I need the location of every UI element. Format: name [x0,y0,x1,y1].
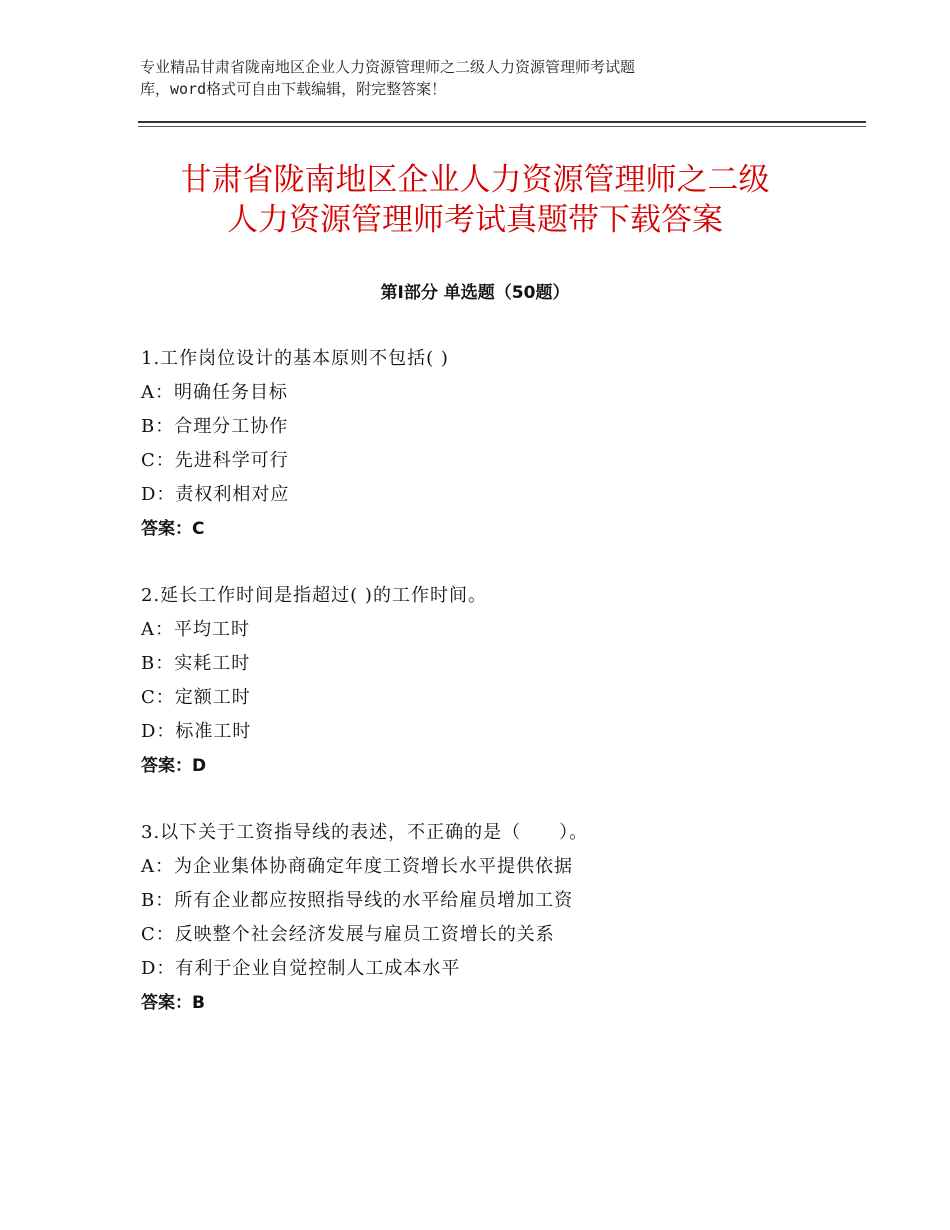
option-d: D：有利于企业自觉控制人工成本水平 [141,958,461,979]
document-title [100,160,850,240]
header-divider [138,126,866,127]
section-title: 第Ⅰ部分 单选题（50题） [380,283,570,303]
option-c: C：先进科学可行 [141,450,289,471]
header-divider [138,121,866,123]
option-b: B：所有企业都应按照指导线的水平给雇员增加工资 [141,890,574,911]
question-stem: 3.以下关于工资指导线的表述，不正确的是（ ）。 [141,822,589,843]
option-d: D：责权利相对应 [141,484,290,505]
header-note-line: 库，word格式可自由下载编辑，附完整答案！ [140,80,447,98]
question-item [141,579,861,783]
question-stem: 2.延长工作时间是指超过( )的工作时间。 [141,585,487,606]
header-note-line: 专业精品甘肃省陇南地区企业人力资源管理师之二级人力资源管理师考试题 [140,58,636,76]
title-line: 甘肃省陇南地区企业人力资源管理师之二级 [180,162,770,198]
question-item [141,816,861,1020]
option-a: A：明确任务目标 [141,382,288,403]
option-b: B：合理分工协作 [141,416,289,437]
header-note [140,56,780,100]
option-a: A：为企业集体协商确定年度工资增长水平提供依据 [141,856,573,877]
title-line: 人力资源管理师考试真题带下载答案 [227,202,723,238]
option-c: C：定额工时 [141,687,251,708]
answer-label: 答案：C [141,519,205,539]
option-d: D：标准工时 [141,721,252,742]
question-list [141,342,861,1053]
question-item [141,342,861,546]
question-stem: 1.工作岗位设计的基本原则不包括( ) [141,348,449,369]
option-b: B：实耗工时 [141,653,251,674]
answer-label: 答案：D [141,756,207,776]
option-a: A：平均工时 [141,619,250,640]
option-c: C：反映整个社会经济发展与雇员工资增长的关系 [141,924,555,945]
answer-label: 答案：B [141,993,205,1013]
